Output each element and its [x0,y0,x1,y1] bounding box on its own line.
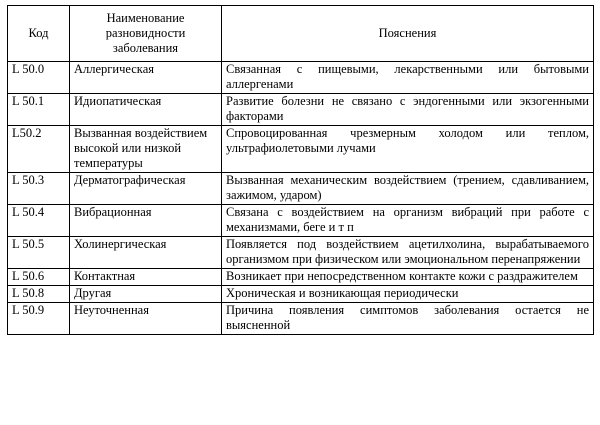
row-name: Другая [70,286,222,303]
table-row [8,94,594,126]
header-name: Наименование разновидности заболевания [70,6,222,62]
table-row [8,237,594,269]
urticaria-types-table [7,5,594,335]
row-code: L 50.3 [8,173,70,205]
row-code: L 50.4 [8,205,70,237]
row-notes: Причина появления симптомов заболевания остается не выясненной [222,303,594,335]
table-row [8,269,594,286]
row-notes: Появляется под воздействием ацетилхолина, вырабатываемого организмом при физическом или эмоциональном перенапряжении [222,237,594,269]
row-notes: Возникает при непосредственном контакте кожи с раздражителем [222,269,594,286]
row-notes: Вызванная механическим воздействием (трением, сдавливанием, зажимом, ударом) [222,173,594,205]
urticaria-table-container [7,5,593,335]
table-row [8,62,594,94]
table-header-row [8,6,594,62]
table-row [8,286,594,303]
row-notes: Спровоцированная чрезмерным холодом или теплом, ультрафиолетовыми лучами [222,126,594,173]
row-name: Неуточненная [70,303,222,335]
row-code: L 50.0 [8,62,70,94]
row-name: Аллергическая [70,62,222,94]
row-notes: Хроническая и возникающая периодически [222,286,594,303]
row-notes: Связана с воздействием на организм вибраций при работе с механизмами, беге и т п [222,205,594,237]
row-name: Контактная [70,269,222,286]
table-row [8,205,594,237]
row-code: L 50.9 [8,303,70,335]
table-row [8,126,594,173]
header-code: Код [8,6,70,62]
row-name: Дерматографическая [70,173,222,205]
row-name: Холинергическая [70,237,222,269]
table-row [8,173,594,205]
table-row [8,303,594,335]
row-code: L 50.5 [8,237,70,269]
row-code: L 50.6 [8,269,70,286]
row-notes: Развитие болезни не связано с эндогенными или экзогенными факторами [222,94,594,126]
row-name: Вибрационная [70,205,222,237]
row-code: L 50.8 [8,286,70,303]
header-notes: Пояснения [222,6,594,62]
row-name: Вызванная воздействием высокой или низкой температуры [70,126,222,173]
row-notes: Связанная с пищевыми, лекарственными или бытовыми аллергенами [222,62,594,94]
row-code: L 50.1 [8,94,70,126]
row-code: L50.2 [8,126,70,173]
row-name: Идиопатическая [70,94,222,126]
